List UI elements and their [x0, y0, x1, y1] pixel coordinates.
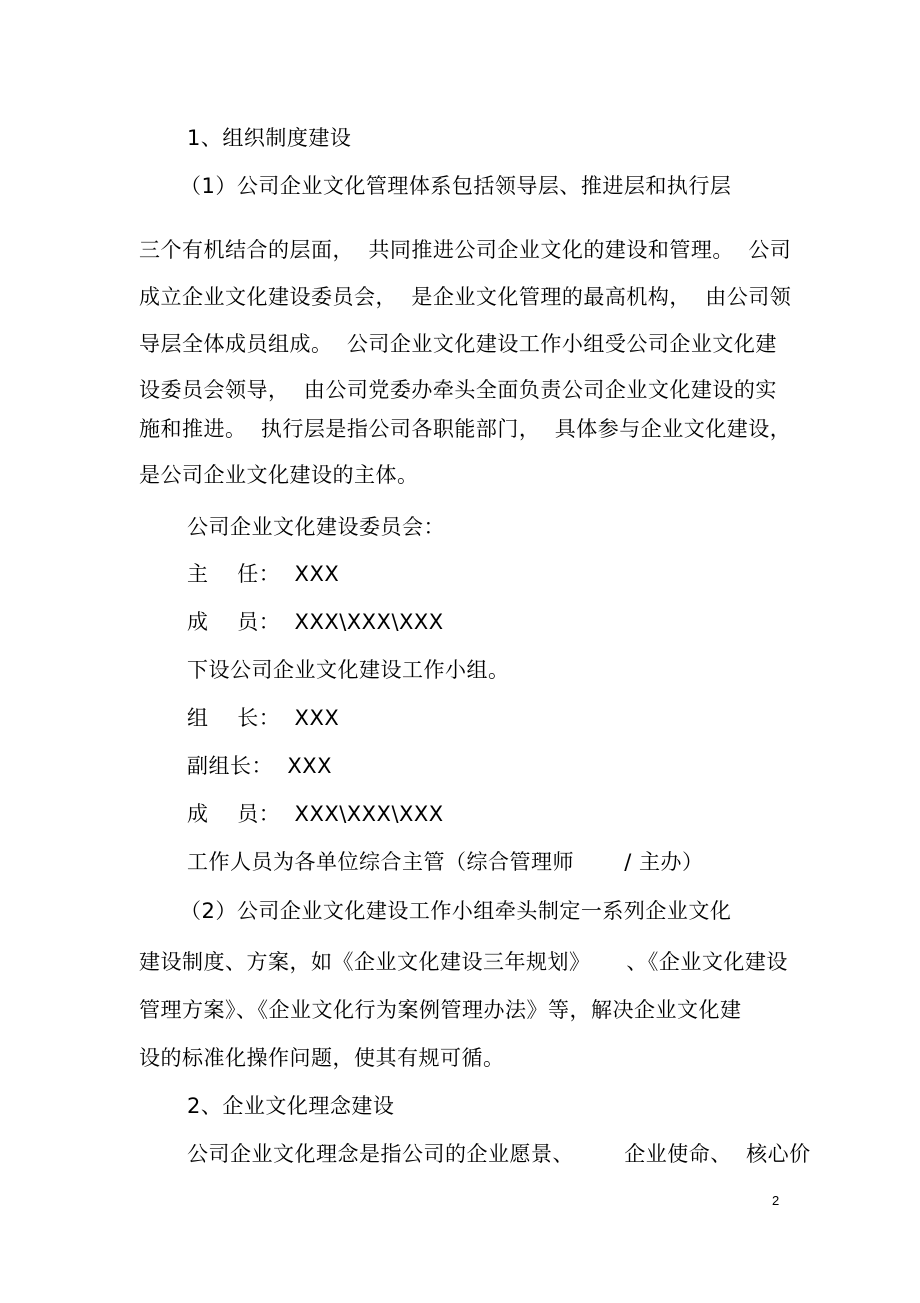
working-group-members: 成 员： XXX\XXX\XXX — [187, 802, 444, 826]
paragraph-line: 导层全体成员组成。 公司企业文化建设工作小组受公司企业文化建 — [139, 332, 777, 356]
paragraph-line: 是公司企业文化建设的主体。 — [139, 463, 419, 487]
paragraph-line: 三个有机结合的层面， 共同推进公司企业文化的建设和管理。 公司 — [139, 238, 792, 262]
committee-members: 成 员： XXX\XXX\XXX — [187, 610, 444, 634]
page-number: 2 — [772, 1193, 780, 1208]
paragraph-line: 设委员会领导， 由公司党委办牵头全面负责公司企业文化建设的实 — [139, 378, 777, 402]
working-group-deputy: 副组长： XXX — [187, 754, 333, 778]
staff-note: 工作人员为各单位综合主管（综合管理师 / 主办） — [187, 850, 704, 874]
heading-organization-system: 1、组织制度建设 — [187, 126, 352, 150]
paragraph-line: （2）公司企业文化建设工作小组牵头制定一系列企业文化 — [180, 899, 732, 923]
paragraph-line: 施和推进。 执行层是指公司各职能部门， 具体参与企业文化建设， — [139, 417, 792, 441]
working-group-heading: 下设公司企业文化建设工作小组。 — [187, 658, 510, 682]
paragraph-line: （1）公司企业文化管理体系包括领导层、推进层和执行层 — [180, 174, 732, 198]
paragraph-line: 公司企业文化理念是指公司的企业愿景、 企业使命、 核心价 — [187, 1142, 811, 1166]
committee-heading: 公司企业文化建设委员会： — [187, 515, 445, 539]
working-group-leader: 组 长： XXX — [187, 706, 340, 730]
committee-chair: 主 任： XXX — [187, 562, 340, 586]
paragraph-line: 设的标准化操作问题，使其有规可循。 — [139, 1046, 505, 1070]
heading-culture-concept: 2、企业文化理念建设 — [187, 1094, 395, 1118]
paragraph-line: 建设制度、方案，如《企业文化建设三年规划》 、《企业文化建设 — [139, 950, 788, 974]
paragraph-line: 管理方案》、《企业文化行为案例管理办法》等，解决企业文化建 — [139, 998, 742, 1022]
paragraph-line: 成立企业文化建设委员会， 是企业文化管理的最高机构， 由公司领 — [139, 285, 792, 309]
